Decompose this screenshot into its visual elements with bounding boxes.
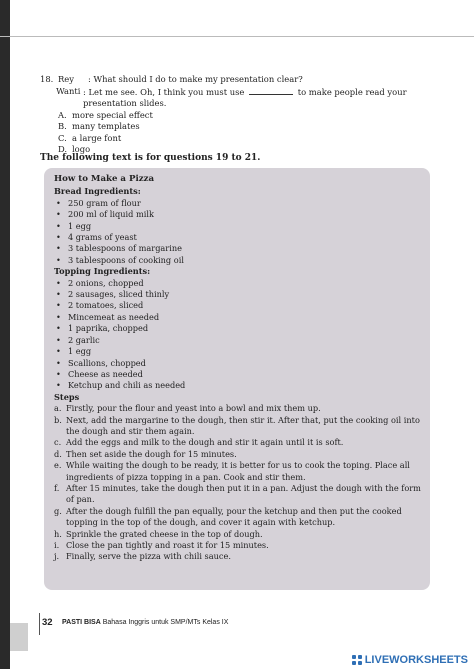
step-text: Sprinkle the grated cheese in the top of dough.	[66, 528, 263, 539]
top-divider	[0, 36, 474, 37]
answer-options	[58, 110, 450, 156]
watermark-text: LIVEWORKSHEETS	[364, 654, 468, 666]
ingredient-text: 1 egg	[68, 346, 92, 357]
ingredient-text: 4 grams of yeast	[68, 232, 137, 243]
ingredient-text: 1 egg	[68, 220, 92, 231]
step-item	[54, 551, 424, 562]
bullet-icon: •	[56, 209, 61, 220]
option-d[interactable]: D. logo	[58, 144, 91, 154]
ingredient-item	[54, 335, 424, 346]
step-item	[54, 540, 424, 551]
step-letter: h.	[54, 528, 62, 539]
bullet-icon: •	[56, 334, 61, 345]
step-item	[54, 415, 424, 438]
step-item	[54, 403, 424, 414]
ingredient-text: 2 garlic	[68, 334, 100, 345]
step-letter: a.	[54, 403, 62, 414]
liveworksheets-watermark	[352, 654, 468, 666]
question-line-1	[40, 74, 450, 86]
ingredient-text: 2 sausages, sliced thinly	[68, 289, 170, 300]
bread-list	[54, 198, 424, 266]
ingredient-text: 200 ml of liquid milk	[68, 209, 154, 220]
bullet-icon: •	[56, 232, 61, 243]
step-text: Close the pan tightly and roast it for 15 minutes.	[66, 540, 269, 550]
step-item	[54, 506, 424, 529]
bullet-icon: •	[56, 323, 61, 334]
ingredient-text: 3 tablespoons of margarine	[68, 243, 182, 254]
ingredient-text: Scallions, chopped	[68, 357, 146, 368]
step-text: After 15 minutes, take the dough then put it in a pan. Adjust the dough with the form of pan.	[66, 482, 421, 505]
ingredient-text: 1 paprika, chopped	[68, 323, 149, 334]
steps-heading: Steps	[54, 391, 80, 402]
step-letter: b.	[54, 414, 62, 425]
bullet-icon: •	[56, 277, 61, 288]
step-item	[54, 460, 424, 483]
steps-list	[54, 403, 424, 563]
recipe-title: How to Make a Pizza	[54, 174, 155, 184]
ingredient-item	[54, 312, 424, 323]
ingredient-text: Mincemeat as needed	[68, 311, 160, 322]
bullet-icon: •	[56, 368, 61, 379]
bullet-icon: •	[56, 380, 61, 391]
ingredient-text: Ketchup and chili as needed	[68, 380, 186, 391]
ingredient-text: Cheese as needed	[68, 368, 143, 379]
recipe-text	[54, 174, 424, 563]
page-number: 32	[42, 617, 53, 628]
ingredient-text: 2 onions, chopped	[68, 277, 144, 288]
question-line-2	[40, 86, 450, 110]
passage-intro: The following text is for questions 19 to 21.	[40, 153, 261, 163]
bullet-icon: •	[56, 289, 61, 300]
step-letter: c.	[54, 437, 62, 448]
ingredient-item	[54, 323, 424, 334]
bullet-icon: •	[56, 220, 61, 231]
footer-title	[62, 619, 228, 626]
bread-heading: Bread Ingredients:	[54, 186, 141, 197]
ingredient-text: 3 tablespoons of cooking oil	[68, 254, 184, 265]
step-letter: e.	[54, 460, 62, 471]
ingredient-item	[54, 346, 424, 357]
step-letter: f.	[54, 482, 60, 493]
ingredient-item	[54, 221, 424, 232]
topping-heading: Topping Ingredients:	[54, 266, 151, 277]
step-text: Next, add the margarine to the dough, then stir it. After that, put the cooking oil into the dough and stir them again.	[66, 414, 420, 436]
ingredient-item	[54, 369, 424, 380]
step-text: After the dough fulfill the pan equally, pour the ketchup and then put the cooked topping in the top of the dough, and cover it again with ketchup.	[66, 505, 402, 528]
answer-blank[interactable]	[249, 86, 293, 95]
step-letter: j.	[54, 551, 60, 562]
ingredient-text: 250 gram of flour	[68, 197, 141, 208]
speaker-rey: Rey	[58, 74, 74, 84]
ingredient-item	[54, 380, 424, 391]
liveworksheets-logo-icon	[352, 655, 363, 666]
step-text: While waiting the dough to be ready, it is better for us to cook the toping. Place all ingredients of pizza topping in a pan. Cook and stir them.	[66, 460, 410, 482]
step-text: Add the eggs and milk to the dough and stir it again until it is soft.	[66, 437, 344, 448]
wanti-line-start: : Let me see. Oh, I think you must use	[83, 86, 245, 97]
footer-brand: PASTI BISA	[62, 619, 101, 626]
bullet-icon: •	[56, 243, 61, 254]
step-text: Finally, serve the pizza with chili sauce.	[66, 551, 231, 562]
rey-line: : What should I do to make my presentation clear?	[88, 74, 303, 84]
ingredient-item	[54, 289, 424, 300]
step-text: Firstly, pour the flour and yeast into a bowl and mix them up.	[66, 403, 321, 414]
step-item	[54, 437, 424, 448]
topping-list	[54, 278, 424, 392]
step-letter: i.	[54, 540, 60, 550]
bullet-icon: •	[56, 254, 61, 265]
question-18	[40, 74, 450, 156]
bullet-icon: •	[56, 197, 61, 208]
bullet-icon: •	[56, 311, 61, 322]
ingredient-item	[54, 209, 424, 220]
ingredient-item	[54, 243, 424, 254]
option-a[interactable]: A. more special effect	[58, 109, 153, 120]
step-item	[54, 449, 424, 460]
speaker-wanti: Wanti	[56, 85, 81, 96]
ingredient-item	[54, 358, 424, 369]
page-edge-bar	[0, 0, 10, 669]
step-letter: g.	[54, 505, 62, 516]
wanti-line-end: to make people read your presentation slides.	[83, 86, 407, 108]
ingredient-item	[54, 300, 424, 311]
step-letter: d.	[54, 448, 62, 459]
step-item	[54, 529, 424, 540]
ingredient-item	[54, 255, 424, 266]
ingredient-item	[54, 198, 424, 209]
step-item	[54, 483, 424, 506]
ingredient-text: 2 tomatoes, sliced	[68, 300, 144, 311]
question-number: 18.	[40, 74, 54, 84]
footer-rule	[39, 613, 40, 635]
bullet-icon: •	[56, 300, 61, 311]
footer-subtitle: Bahasa Inggris untuk SMP/MTs Kelas IX	[102, 619, 229, 626]
option-b[interactable]: B. many templates	[58, 121, 140, 131]
bullet-icon: •	[56, 357, 61, 368]
bullet-icon: •	[56, 346, 61, 357]
option-c[interactable]: C. a large font	[58, 132, 122, 143]
ingredient-item	[54, 232, 424, 243]
step-text: Then set aside the dough for 15 minutes.	[66, 448, 237, 459]
ingredient-item	[54, 278, 424, 289]
